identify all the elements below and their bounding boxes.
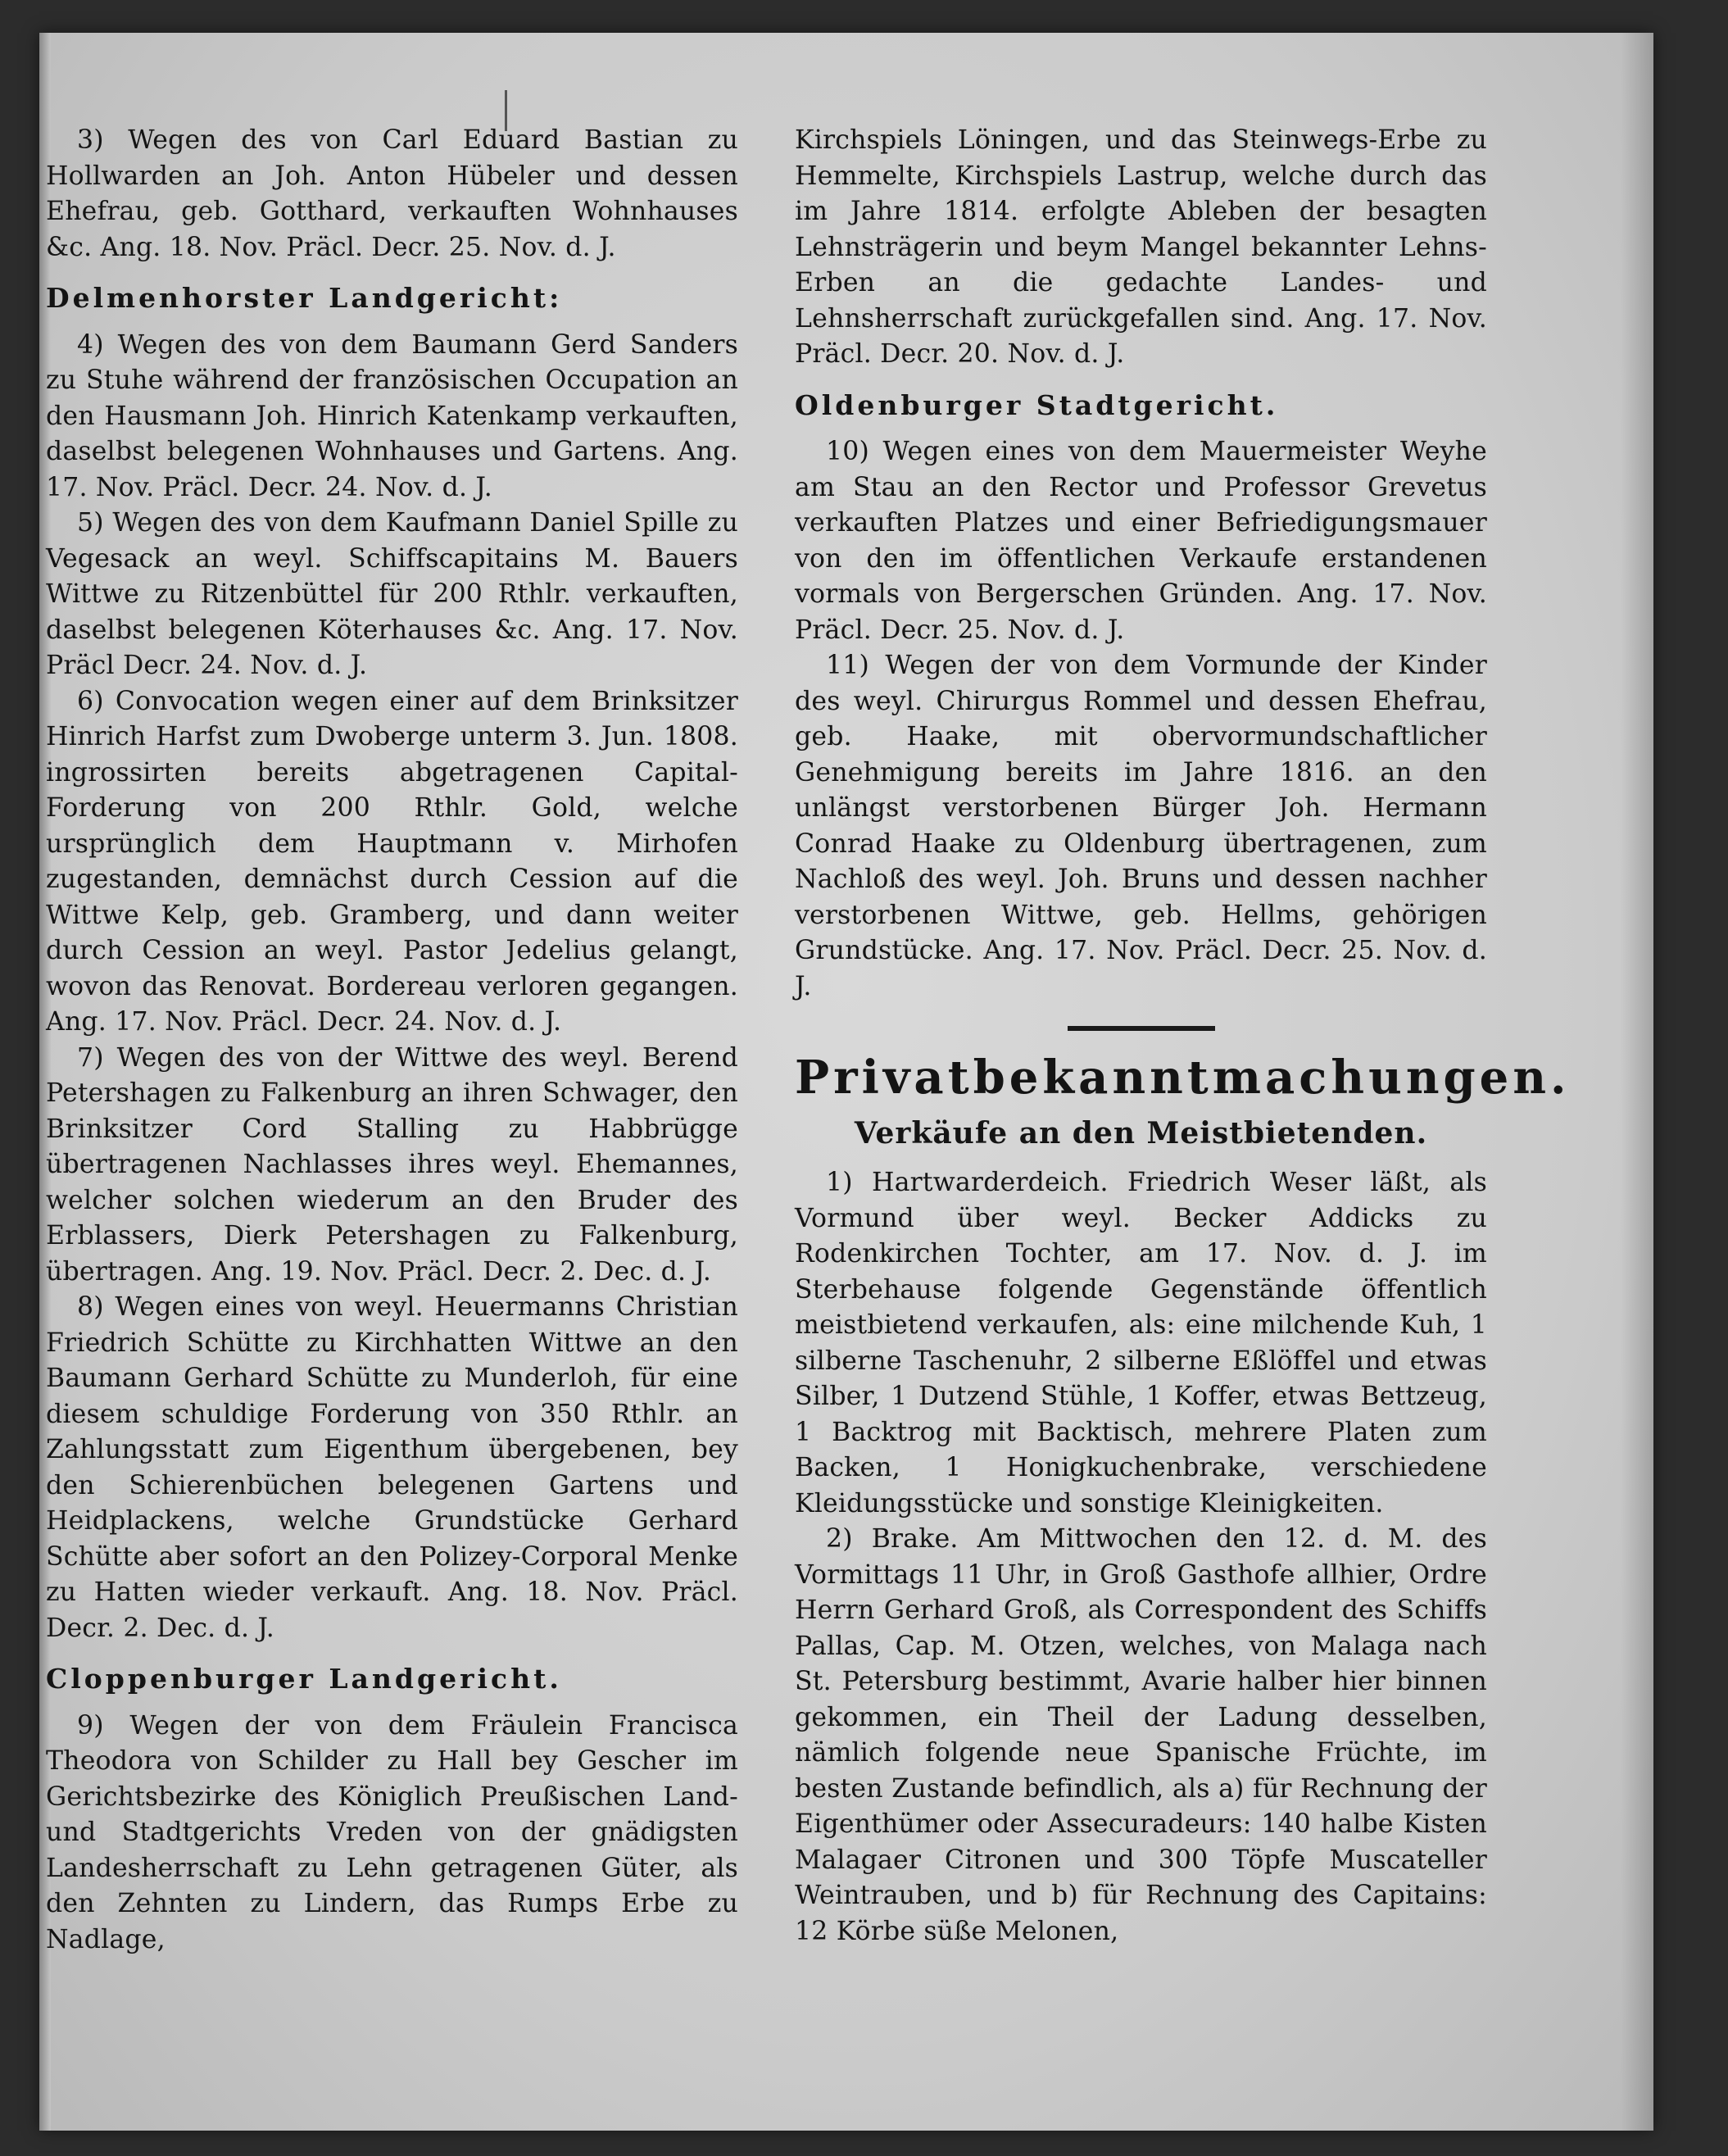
right-column [795,123,1571,1949]
court-heading-oldenburg: Oldenburger Stadtgericht. [795,388,1279,421]
notice-5: 5) Wegen des von dem Kaufmann Daniel Spille zu Vegesack an weyl. Schiffscapitains M. Bauers Wittwe zu Ritzenbüttel für 200 Rthlr. verkauften, daselbst belegenen Köterhauses &c. Ang. 17. Nov. Präcl Decr. 24. Nov. d. J. [46,508,738,680]
court-heading-delmenhorst: Delmenhorster Landgericht: [46,282,563,314]
notice-6: 6) Convocation wegen einer auf dem Brinksitzer Hinrich Harfst zum Dwoberge unterm 3. Jun. 1808. ingrossirten bereits abgetragenen Capital-Forderung von 200 Rthlr. Gold, welche ursprünglich dem Hauptmann v. Mirhofen zugestanden, demnächst durch Cession auf die Wittwe Kelp, geb. Gramberg, und dann weiter durch Cession an weyl. Pastor Jedelius gelangt, wovon das Renovat. Bordereau verloren gegangen. Ang. 17. Nov. Präcl. Decr. 24. Nov. d. J. [46,686,738,1037]
section-heading: Privatbekanntmachungen. [795,1051,1571,1105]
notice-3: 3) Wegen des von Carl Eduard Bastian zu Hollwarden an Joh. Anton Hübeler und dessen Ehefrau, geb. Gotthard, verkauften Wohnhauses &c. Ang. 18. Nov. Präcl. Decr. 25. Nov. d. J. [46,125,738,262]
notice-9-continued: Kirchspiels Löningen, und das Steinwegs-Erbe zu Hemmelte, Kirchspiels Lastrup, welche durch das im Jahre 1814. erfolgte Ableben der besagten Lehnsträgerin und beym Mangel bekannter Lehns-Erben an die gedachte Landes- und Lehnsherrschaft zurückgefallen sind. Ang. 17. Nov. Präcl. Decr. 20. Nov. d. J. [795,125,1487,369]
notice-4: 4) Wegen des von dem Baumann Gerd Sanders zu Stuhe während der französischen Occupation an den Hausmann Joh. Hinrich Katenkamp verkauften, daselbst belegenen Wohnhauses und Gartens. Ang. 17. Nov. Präcl. Decr. 24. Nov. d. J. [46,329,738,502]
newspaper-page [39,33,1653,2131]
left-column [46,123,738,1958]
notice-7: 7) Wegen des von der Wittwe des weyl. Berend Petershagen zu Falkenburg an ihren Schwager, den Brinksitzer Cord Stalling zu Habbrügge übertragenen Nachlasses ihres weyl. Ehemannes, welcher solchen wiederum an den Bruder des Erblassers, Dierk Petershagen zu Falkenburg, übertragen. Ang. 19. Nov. Präcl. Decr. 2. Dec. d. J. [46,1042,738,1287]
section-divider [1068,1026,1215,1031]
notice-10: 10) Wegen eines von dem Mauermeister Weyhe am Stau an den Rector und Professor Grevetus verkauften Platzes und einer Befriedigungsmauer von den im öffentlichen Verkaufe erstandenen vormals von Bergerschen Gründen. Ang. 17. Nov. Präcl. Decr. 25. Nov. d. J. [795,437,1487,645]
notice-11: 11) Wegen der von dem Vormunde der Kinder des weyl. Chirurgus Rommel und dessen Ehefrau, geb. Haake, mit obervormundschaftlicher Genehmigung bereits im Jahre 1816. an den unlängst verstorbenen Bürger Joh. Hermann Conrad Haake zu Oldenburg übertragenen, zum Nachloß des weyl. Joh. Bruns und dessen nachher verstorbenen Wittwe, geb. Hellms, gehörigen Grundstücke. Ang. 17. Nov. Präcl. Decr. 25. Nov. d. J. [795,651,1487,1001]
sale-notice-2: 2) Brake. Am Mittwochen den 12. d. M. des Vormittags 11 Uhr, in Groß Gasthofe allhier, Ordre Herrn Gerhard Groß, als Correspondent des Schiffs Pallas, Cap. M. Otzen, welches, von Malaga nach St. Petersburg bestimmt, Avarie halber hier binnen gekommen, ein Theil der Ladung desselben, nämlich folgende neue Spanische Früchte, im besten Zustande befindlich, als a) für Rechnung der Eigenthümer oder Assecuradeurs: 140 halbe Kisten Malagaer Citronen und 300 Töpfe Muscateller Weintrauben, und b) für Rechnung des Capitains: 12 Körbe süße Melonen, [795,1524,1487,1946]
sale-notice-1: 1) Hartwarderdeich. Friedrich Weser läßt, als Vormund über weyl. Becker Addicks zu Rodenkirchen Tochter, am 17. Nov. d. J. im Sterbehause folgende Gegenstände öffentlich meistbietend verkaufen, als: eine milchende Kuh, 1 silberne Taschenuhr, 2 silberne Eßlöffel und etwas Silber, 1 Dutzend Stühle, 1 Koffer, etwas Bettzeug, 1 Backtrog mit Backtisch, mehrere Platen zum Backen, 1 Honigkuchenbrake, verschiedene Kleidungsstücke und sonstige Kleinigkeiten. [795,1168,1487,1518]
notice-9: 9) Wegen der von dem Fräulein Francisca Theodora von Schilder zu Hall bey Gescher im Gerichtsbezirke des Königlich Preußischen Land- und Stadtgerichts Vreden von der gnädigsten Landesherrschaft zu Lehn getragenen Güter, als den Zehnten zu Lindern, das Rumps Erbe zu Nadlage, [46,1710,738,1954]
page-edge-shadow [1621,33,1653,2131]
court-heading-cloppenburg: Cloppenburger Landgericht. [46,1663,562,1695]
notice-8: 8) Wegen eines von weyl. Heuermanns Christian Friedrich Schütte zu Kirchhatten Wittwe an den Baumann Gerhard Schütte zu Munderloh, für eine diesem schuldige Forderung von 350 Rthlr. an Zahlungsstatt zum Eigenthum übergebenen, bey den Schierenbüchen belegenen Gartens und Heidplackens, welche Grundstücke Gerhard Schütte aber sofort an den Polizey-Corporal Menke zu Hatten wieder verkauft. Ang. 18. Nov. Präcl. Decr. 2. Dec. d. J. [46,1292,738,1643]
section-subheading: Verkäufe an den Meistbietenden. [854,1116,1428,1151]
